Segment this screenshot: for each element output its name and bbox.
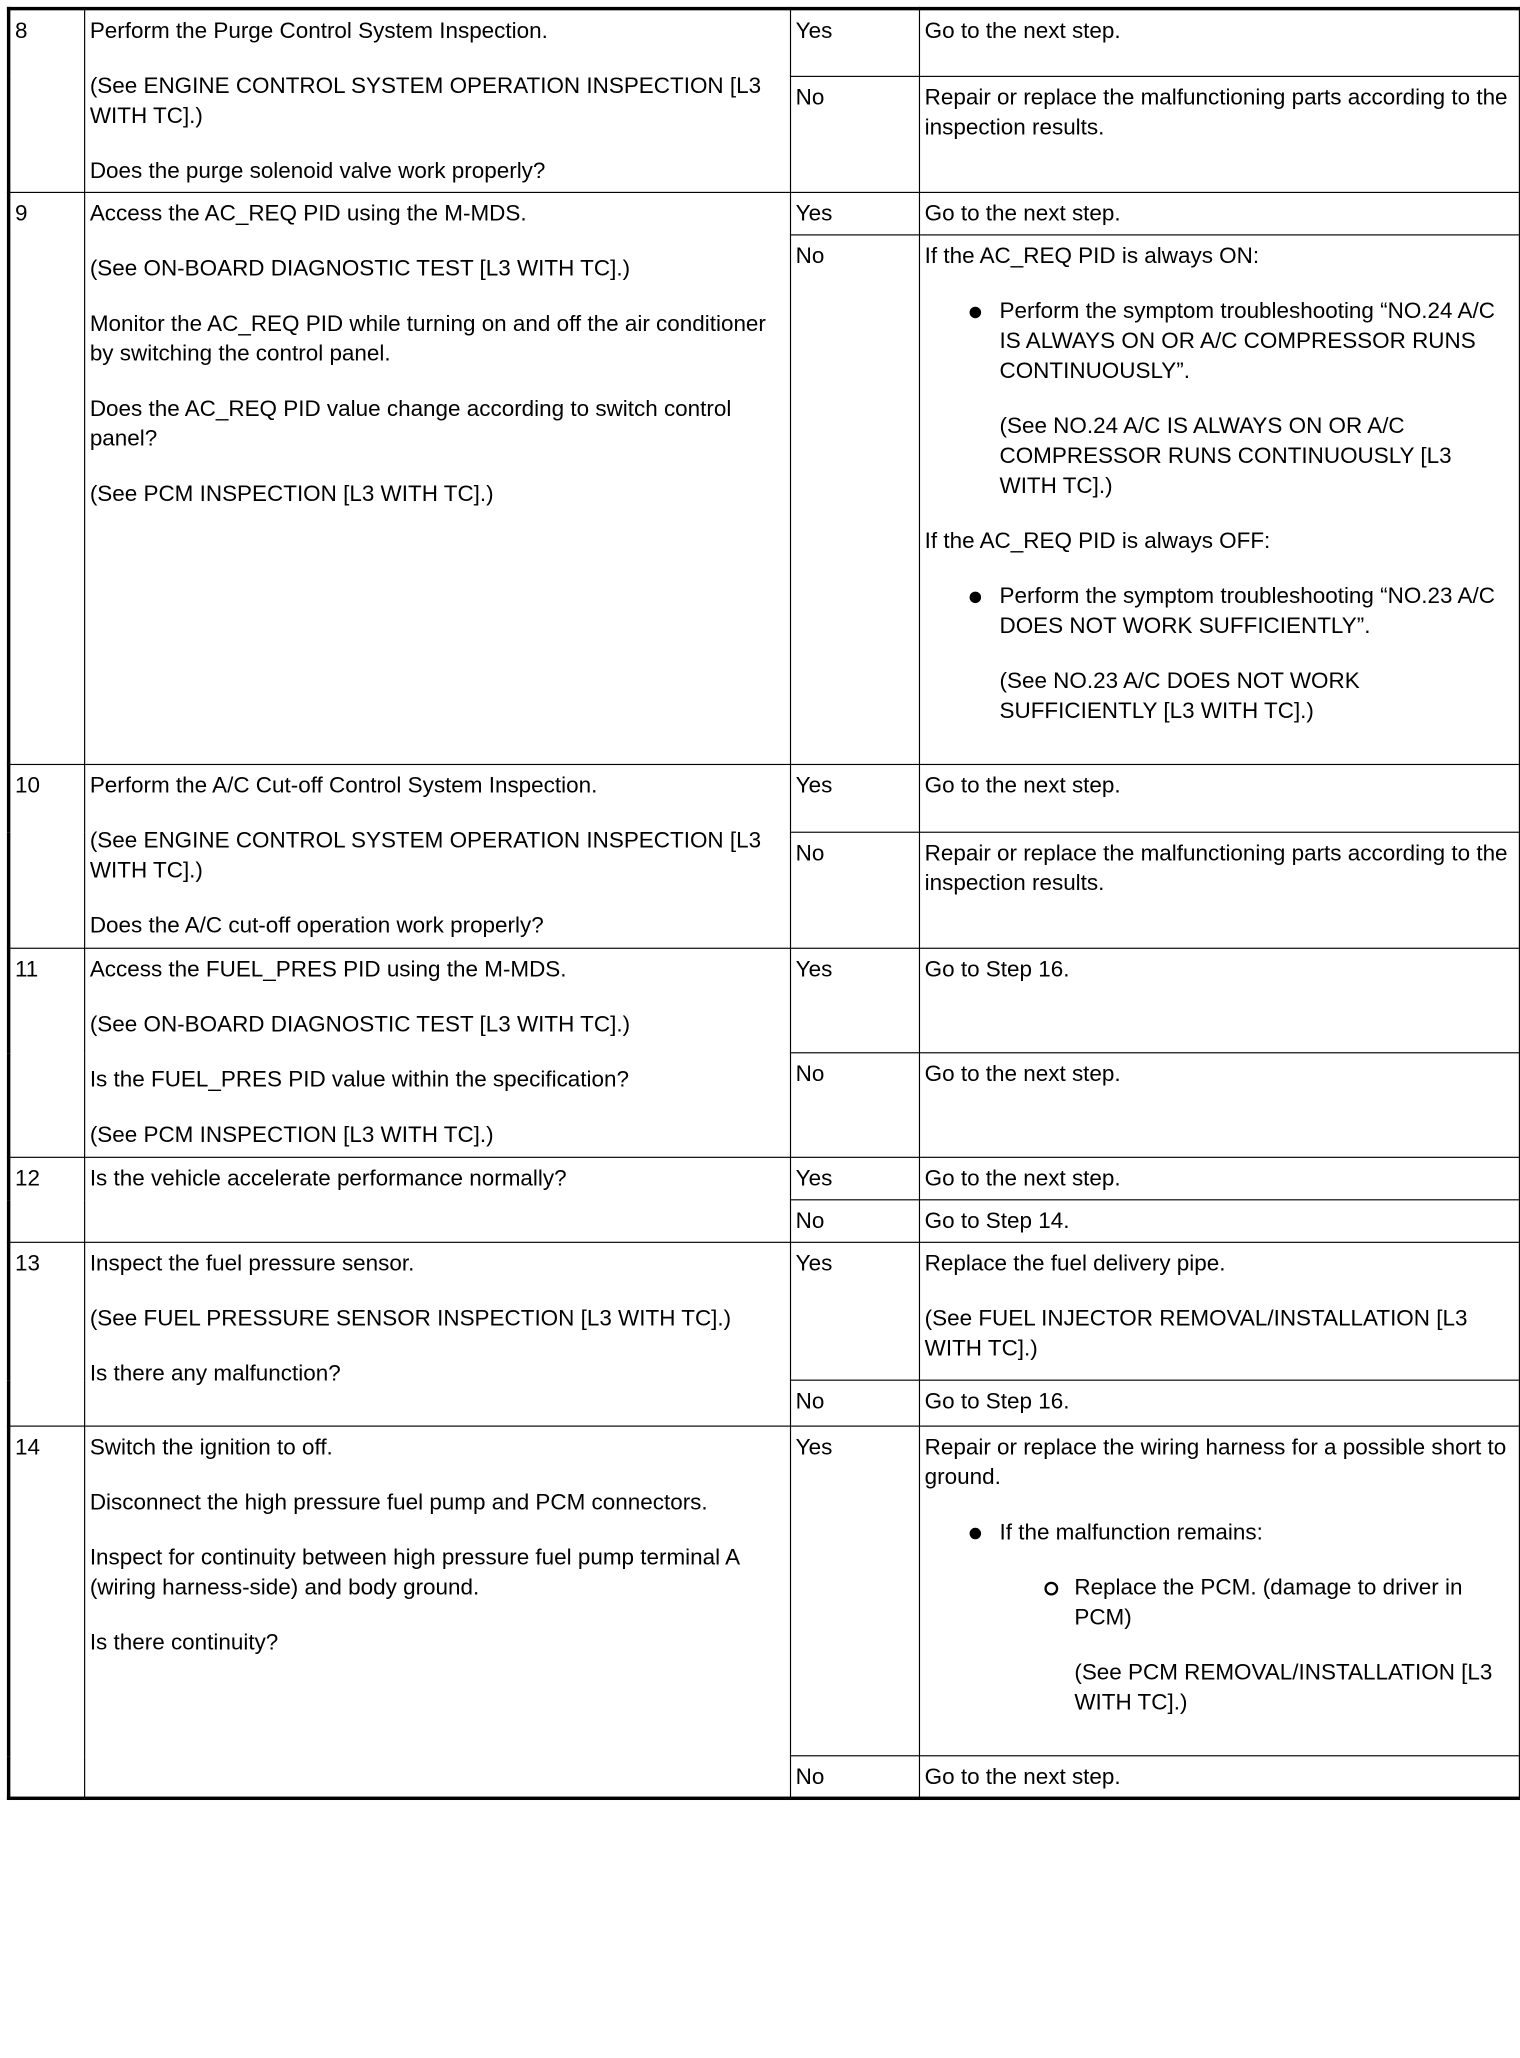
- inspection-cell: [85, 192, 791, 764]
- action-text: Go to Step 16.: [924, 1388, 1070, 1415]
- inspection-reference: (See ENGINE CONTROL SYSTEM OPERATION INSPECTION [L3 WITH TC].): [89, 828, 762, 884]
- step-number: 10: [9, 764, 85, 948]
- action-yes: [919, 1157, 1520, 1200]
- answer-no: No: [791, 1380, 920, 1426]
- inspection-text: Perform the A/C Cut-off Control System Inspection.: [89, 773, 598, 799]
- answer-no: No: [791, 1200, 920, 1243]
- bullet-list: [925, 581, 1515, 726]
- action-text: Go to Step 16.: [924, 956, 1070, 983]
- action-text: Repair or replace the malfunctioning parts according to the inspection results.: [924, 840, 1508, 896]
- answer-yes: Yes: [791, 764, 920, 832]
- action-no: [919, 235, 1520, 765]
- list-item: [1000, 296, 1515, 500]
- action-no: [919, 1053, 1520, 1158]
- action-text: If the malfunction remains:: [999, 1519, 1263, 1546]
- table-row: [9, 948, 1520, 1053]
- answer-yes: Yes: [791, 1242, 920, 1380]
- answer-yes: Yes: [791, 1426, 920, 1756]
- action-yes: [919, 764, 1520, 832]
- action-reference: (See NO.23 A/C DOES NOT WORK SUFFICIENTLY [L3 WITH TC].): [999, 668, 1360, 724]
- step-number: 11: [9, 948, 85, 1157]
- table-row: [9, 9, 1520, 77]
- inspection-question: Is there continuity?: [89, 1630, 279, 1656]
- inspection-cell: [85, 9, 791, 193]
- action-text: Go to the next step.: [924, 18, 1121, 44]
- answer-no: No: [791, 235, 920, 765]
- answer-no: No: [791, 832, 920, 948]
- action-yes: [919, 948, 1520, 1053]
- action-no: [919, 1380, 1520, 1426]
- inspection-text: Access the AC_REQ PID using the M-MDS.: [89, 201, 527, 227]
- inspection-question: Does the AC_REQ PID value change according to switch control panel?: [89, 396, 732, 452]
- action-text: Repair or replace the wiring harness for a possible short to ground.: [924, 1434, 1507, 1490]
- table-row: [9, 1157, 1520, 1200]
- action-text: Perform the symptom troubleshooting “NO.24 A/C IS ALWAYS ON OR A/C COMPRESSOR RUNS CONTINUOUSLY”.: [999, 298, 1495, 384]
- inspection-cell: [85, 764, 791, 948]
- step-number: 12: [9, 1157, 85, 1242]
- sub-bullet-list: [1000, 1573, 1515, 1718]
- inspection-cell: [85, 1242, 791, 1426]
- list-item: [1000, 581, 1515, 726]
- action-text: Perform the symptom troubleshooting “NO.23 A/C DOES NOT WORK SUFFICIENTLY”.: [999, 583, 1495, 639]
- table-row: [9, 1426, 1520, 1756]
- action-no: [919, 832, 1520, 948]
- inspection-reference: (See ON-BOARD DIAGNOSTIC TEST [L3 WITH TC].): [89, 1012, 631, 1038]
- answer-yes: Yes: [791, 1157, 920, 1200]
- action-reference: (See FUEL INJECTOR REMOVAL/INSTALLATION [L3 WITH TC].): [924, 1306, 1468, 1362]
- step-number: 9: [9, 192, 85, 764]
- answer-yes: Yes: [791, 948, 920, 1053]
- action-yes: [919, 192, 1520, 235]
- inspection-text: Inspect for continuity between high pressure fuel pump terminal A (wiring harness-side) and body ground.: [89, 1545, 739, 1601]
- action-yes: [919, 9, 1520, 77]
- action-yes: [919, 1242, 1520, 1380]
- bullet-list: [925, 1517, 1515, 1717]
- action-reference: (See NO.24 A/C IS ALWAYS ON OR A/C COMPRESSOR RUNS CONTINUOUSLY [L3 WITH TC].): [999, 413, 1452, 499]
- inspection-cell: [85, 1157, 791, 1242]
- action-no: [919, 76, 1520, 192]
- action-text: Replace the fuel delivery pipe.: [924, 1250, 1226, 1277]
- inspection-reference: (See PCM INSPECTION [L3 WITH TC].): [89, 1122, 494, 1148]
- inspection-reference: (See PCM INSPECTION [L3 WITH TC].): [89, 481, 494, 507]
- answer-yes: Yes: [791, 9, 920, 77]
- action-yes: [919, 1426, 1520, 1756]
- inspection-text: Disconnect the high pressure fuel pump and PCM connectors.: [89, 1489, 708, 1516]
- action-no: [919, 1200, 1520, 1243]
- step-number: 14: [9, 1426, 85, 1798]
- inspection-text: Inspect the fuel pressure sensor.: [89, 1250, 415, 1277]
- bullet-list: [925, 296, 1515, 500]
- diagnostic-procedure-table: [7, 7, 1520, 1800]
- table-row: [9, 1242, 1520, 1380]
- answer-no: No: [791, 1756, 920, 1799]
- list-item: [1074, 1573, 1514, 1718]
- answer-yes: Yes: [791, 192, 920, 235]
- inspection-text: Perform the Purge Control System Inspection.: [89, 18, 548, 44]
- inspection-question: Is the FUEL_PRES PID value within the specification?: [89, 1067, 629, 1093]
- answer-no: No: [791, 76, 920, 192]
- table-row: [9, 192, 1520, 235]
- inspection-question: Does the A/C cut-off operation work properly?: [89, 913, 544, 939]
- action-text: Go to the next step.: [924, 1764, 1121, 1790]
- step-number: 8: [9, 9, 85, 193]
- inspection-reference: (See ENGINE CONTROL SYSTEM OPERATION INSPECTION [L3 WITH TC].): [89, 73, 762, 129]
- action-text: Go to the next step.: [924, 773, 1121, 799]
- action-text: Go to Step 14.: [924, 1208, 1070, 1234]
- inspection-text: Monitor the AC_REQ PID while turning on and off the air conditioner by switching the control panel.: [89, 311, 766, 367]
- list-item: [1000, 1517, 1515, 1717]
- inspection-question: Is the vehicle accelerate performance normally?: [89, 1165, 567, 1192]
- action-text: Go to the next step.: [924, 201, 1121, 227]
- inspection-question: Does the purge solenoid valve work properly?: [89, 158, 546, 184]
- inspection-reference: (See ON-BOARD DIAGNOSTIC TEST [L3 WITH TC].): [89, 256, 631, 282]
- action-text: Replace the PCM. (damage to driver in PCM): [1074, 1574, 1463, 1631]
- inspection-reference: (See FUEL PRESSURE SENSOR INSPECTION [L3 WITH TC].): [89, 1306, 732, 1332]
- table-row: [9, 764, 1520, 832]
- action-text: If the AC_REQ PID is always OFF:: [924, 528, 1271, 554]
- action-text: Go to the next step.: [924, 1165, 1121, 1192]
- answer-no: No: [791, 1053, 920, 1158]
- inspection-question: Is there any malfunction?: [89, 1361, 341, 1387]
- inspection-text: Access the FUEL_PRES PID using the M-MDS.: [89, 956, 567, 983]
- inspection-cell: [85, 948, 791, 1157]
- action-text: Repair or replace the malfunctioning parts according to the inspection results.: [924, 85, 1508, 141]
- step-number: 13: [9, 1242, 85, 1426]
- action-text: Go to the next step.: [924, 1061, 1121, 1087]
- action-text: If the AC_REQ PID is always ON:: [924, 243, 1260, 269]
- action-reference: (See PCM REMOVAL/INSTALLATION [L3 WITH TC].): [1074, 1659, 1493, 1716]
- inspection-cell: [85, 1426, 791, 1798]
- inspection-text: Switch the ignition to off.: [89, 1434, 333, 1460]
